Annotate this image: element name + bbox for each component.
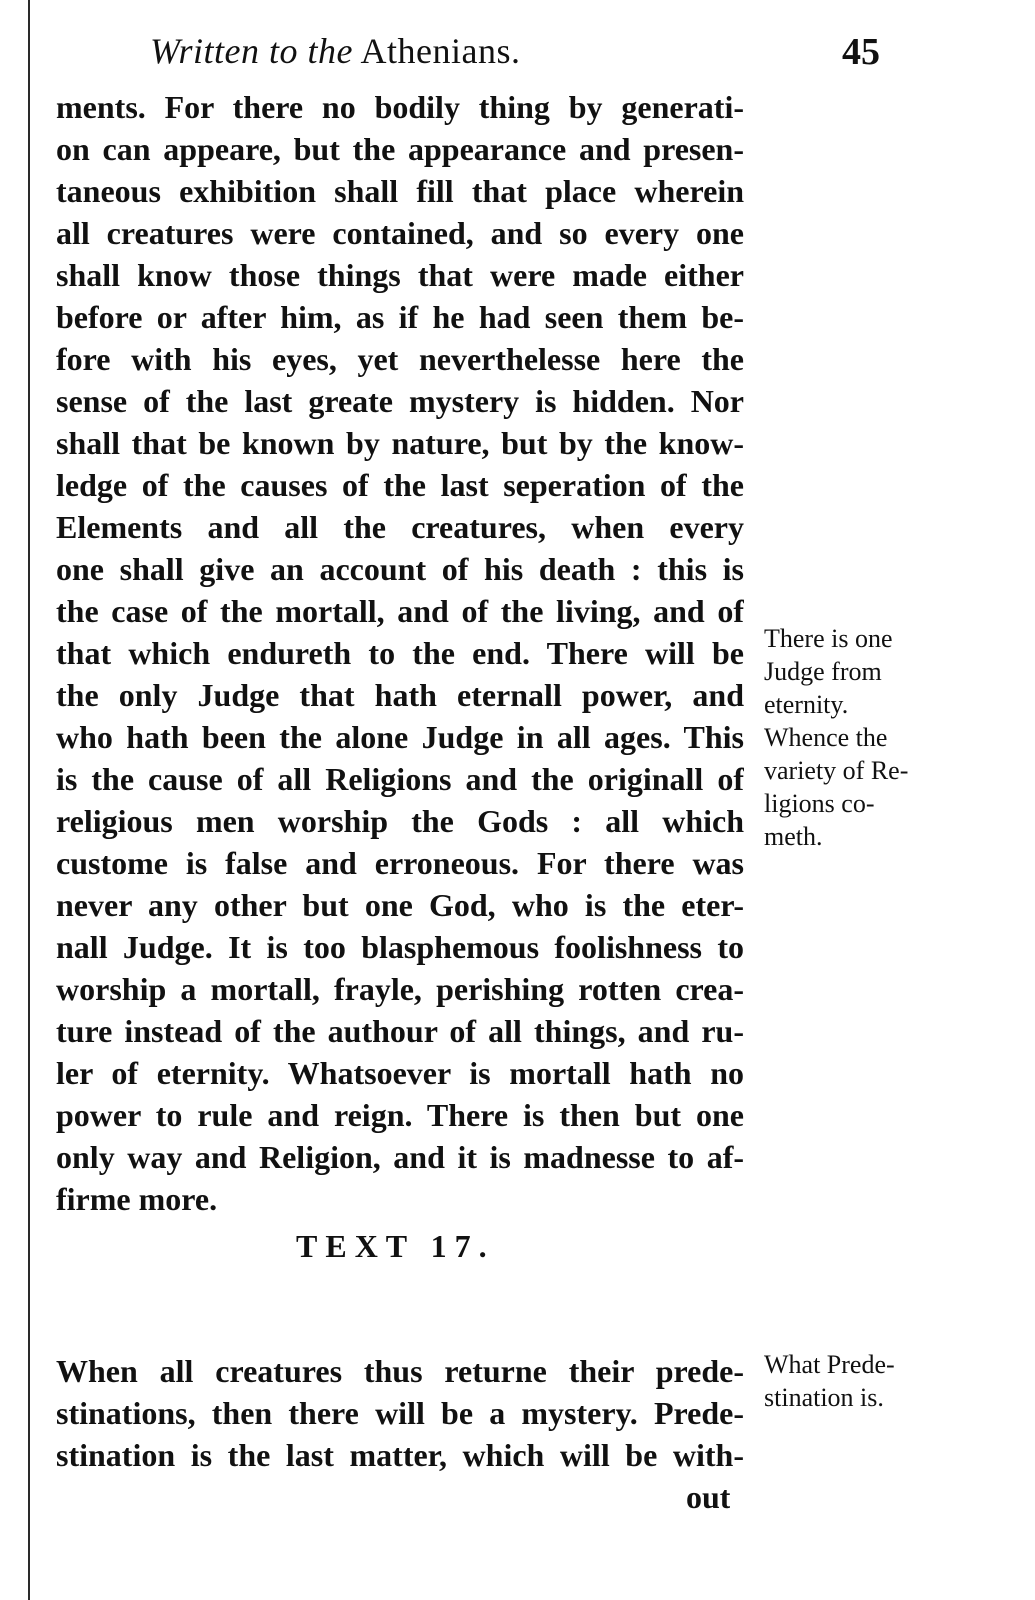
margin-note-line: There is one bbox=[764, 624, 893, 653]
margin-note-line: stination is. bbox=[764, 1383, 884, 1412]
text-line: taneous exhibition shall fill that place wherein bbox=[56, 173, 744, 209]
running-head-roman: Athenians. bbox=[360, 31, 521, 71]
margin-note-line: Whence the bbox=[764, 723, 888, 752]
text-line: Elements and all the creatures, when every bbox=[56, 509, 744, 545]
text-line: ments. For there no bodily thing by generati- bbox=[56, 89, 744, 125]
margin-note-line: ligions co- bbox=[764, 789, 875, 818]
margin-note-religions bbox=[764, 721, 908, 853]
text-line: the case of the mortall, and of the living, and of bbox=[56, 593, 744, 629]
page-edge-rule bbox=[28, 0, 30, 1600]
text-line: nall Judge. It is too blasphemous foolishness to bbox=[56, 929, 744, 965]
page-number: 45 bbox=[842, 31, 880, 73]
text-line: worship a mortall, frayle, perishing rotten crea- bbox=[56, 971, 744, 1007]
running-head bbox=[150, 30, 520, 72]
text-line: before or after him, as if he had seen them be- bbox=[56, 299, 744, 335]
text-line: religious men worship the Gods : all which bbox=[56, 803, 744, 839]
margin-note-line: Judge from bbox=[764, 657, 882, 686]
text-line: shall that be known by nature, but by the know- bbox=[56, 425, 744, 461]
catchword: out bbox=[686, 1479, 731, 1515]
text-line: the only Judge that hath eternall power, and bbox=[56, 677, 744, 713]
text-line: never any other but one God, who is the eter- bbox=[56, 887, 744, 923]
text-line: power to rule and reign. There is then but one bbox=[56, 1097, 744, 1133]
running-head-italic: Written to the bbox=[150, 31, 353, 71]
text-line: custome is false and erroneous. For there was bbox=[56, 845, 744, 881]
margin-note-predestination bbox=[764, 1348, 895, 1414]
margin-note-one-judge bbox=[764, 622, 893, 721]
text-line: on can appeare, but the appearance and presen- bbox=[56, 131, 744, 167]
text-line: who hath been the alone Judge in all ages. This bbox=[56, 719, 744, 755]
text-line: sense of the last greate mystery is hidden. Nor bbox=[56, 383, 744, 419]
margin-note-line: meth. bbox=[764, 822, 823, 851]
text-line: shall know those things that were made either bbox=[56, 257, 744, 293]
text-line: that which endureth to the end. There will be bbox=[56, 635, 744, 671]
text-line: When all creatures thus returne their prede- bbox=[56, 1353, 744, 1389]
text-line: is the cause of all Religions and the originall of bbox=[56, 761, 744, 797]
text-line: ledge of the causes of the last seperation of the bbox=[56, 467, 744, 503]
margin-note-line: eternity. bbox=[764, 690, 849, 719]
text-line: stinations, then there will be a mystery. Prede- bbox=[56, 1395, 744, 1431]
section-heading: TEXT 17. bbox=[296, 1228, 495, 1264]
margin-note-line: What Prede- bbox=[764, 1350, 895, 1379]
text-line: one shall give an account of his death : this is bbox=[56, 551, 744, 587]
text-line: firme more. bbox=[56, 1181, 218, 1217]
text-line: fore with his eyes, yet neverthelesse here the bbox=[56, 341, 744, 377]
margin-note-line: variety of Re- bbox=[764, 756, 909, 785]
text-line: ture instead of the authour of all things, and ru- bbox=[56, 1013, 744, 1049]
text-line: stination is the last matter, which will be with- bbox=[56, 1437, 744, 1473]
text-line: only way and Religion, and it is madnesse to af- bbox=[56, 1139, 744, 1175]
text-line: ler of eternity. Whatsoever is mortall hath no bbox=[56, 1055, 744, 1091]
text-line: all creatures were contained, and so every one bbox=[56, 215, 744, 251]
